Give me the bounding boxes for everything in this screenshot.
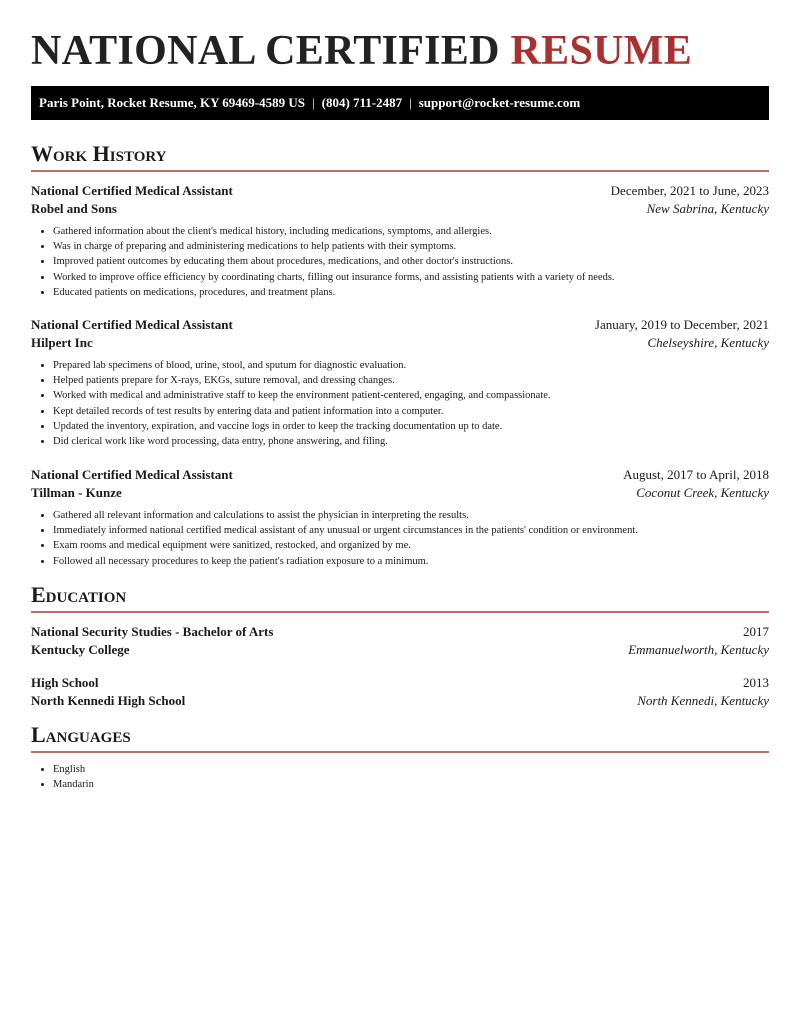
job-bullet: • Followed all necessary procedures to keep the patient's radiation exposure to a minimum. [53, 554, 769, 569]
job-bullet: • Prepared lab specimens of blood, urine, stool, and sputum for diagnostic evaluation. [53, 358, 769, 373]
job-bullet: • Educated patients on medications, procedures, and treatment plans. [53, 285, 769, 300]
resume-name-heading [31, 27, 692, 75]
education-degree: High School [31, 675, 99, 690]
job-bullet: • Exam rooms and medical equipment were sanitized, restocked, and organized by me. [53, 538, 769, 553]
section-title-languages: Languages [31, 722, 769, 753]
education-degree: National Security Studies - Bachelor of Arts [31, 624, 274, 639]
job-bullet: • Gathered information about the client's medical history, including medications, symptoms, and allergies. [53, 224, 769, 239]
job-dates: August, 2017 to April, 2018 [623, 467, 769, 482]
job-bullet: • Was in charge of preparing and administering medications to help patients with their symptoms. [53, 239, 769, 254]
contact-phone: (804) 711-2487 [321, 95, 403, 110]
job-dates: December, 2021 to June, 2023 [610, 183, 769, 198]
job-role: National Certified Medical Assistant [31, 467, 233, 482]
job-entry [31, 466, 769, 502]
language-item: • Mandarin [53, 777, 769, 792]
job-bullet: • Gathered all relevant information and calculations to assist the physician in interpreting the results. [53, 508, 769, 523]
education-year: 2013 [743, 675, 769, 690]
job-bullet: • Helped patients prepare for X-rays, EKGs, suture removal, and dressing changes. [53, 373, 769, 388]
section-title-education: Education [31, 582, 769, 613]
language-item: • English [53, 762, 769, 777]
contact-separator: | [409, 95, 412, 110]
name-accent: RESUME [510, 28, 693, 74]
name-main: NATIONAL CERTIFIED [31, 28, 500, 74]
education-school: Kentucky College [31, 642, 130, 657]
job-bullet: • Worked with medical and administrative staff to keep the environment patient-centered, engaging, and compassionate. [53, 388, 769, 403]
contact-email: support@rocket-resume.com [418, 95, 581, 110]
job-bullet: • Kept detailed records of test results by entering data and patient information into a computer. [53, 404, 769, 419]
job-company: Tillman - Kunze [31, 485, 122, 500]
job-bullet: • Updated the inventory, expiration, and vaccine logs in order to keep the tracking documentation up to date. [53, 419, 769, 434]
job-company: Hilpert Inc [31, 335, 93, 350]
job-dates: January, 2019 to December, 2021 [594, 317, 769, 332]
job-bullets [31, 508, 769, 569]
job-bullet: • Improved patient outcomes by educating them about procedures, medications, and other doctor's instructions. [53, 254, 769, 269]
job-entry [31, 182, 769, 218]
education-year: 2017 [743, 624, 769, 639]
job-location: Chelseyshire, Kentucky [647, 335, 769, 350]
job-location: New Sabrina, Kentucky [646, 201, 769, 216]
job-role: National Certified Medical Assistant [31, 183, 233, 198]
section-title-work-history: Work History [31, 141, 769, 172]
contact-address: Paris Point, Rocket Resume, KY 69469-4589 US [39, 95, 305, 110]
contact-bar [31, 86, 769, 120]
job-entry [31, 316, 769, 352]
job-bullet: • Worked to improve office efficiency by coordinating charts, filling out insurance forms, and assisting patients with a variety of needs. [53, 270, 769, 285]
contact-separator: | [312, 95, 315, 110]
education-entry [31, 674, 769, 710]
language-list [31, 762, 769, 792]
education-entry [31, 623, 769, 659]
job-bullets [31, 224, 769, 300]
job-bullet: • Immediately informed national certified medical assistant of any unusual or urgent circumstances in the patients' condition or environment. [53, 523, 769, 538]
job-role: National Certified Medical Assistant [31, 317, 233, 332]
job-location: Coconut Creek, Kentucky [636, 485, 769, 500]
job-bullets [31, 358, 769, 449]
education-school: North Kennedi High School [31, 693, 186, 708]
education-location: North Kennedi, Kentucky [637, 693, 769, 708]
job-bullet: • Did clerical work like word processing, data entry, phone answering, and filing. [53, 434, 769, 449]
job-company: Robel and Sons [31, 201, 117, 216]
education-location: Emmanuelworth, Kentucky [628, 642, 769, 657]
